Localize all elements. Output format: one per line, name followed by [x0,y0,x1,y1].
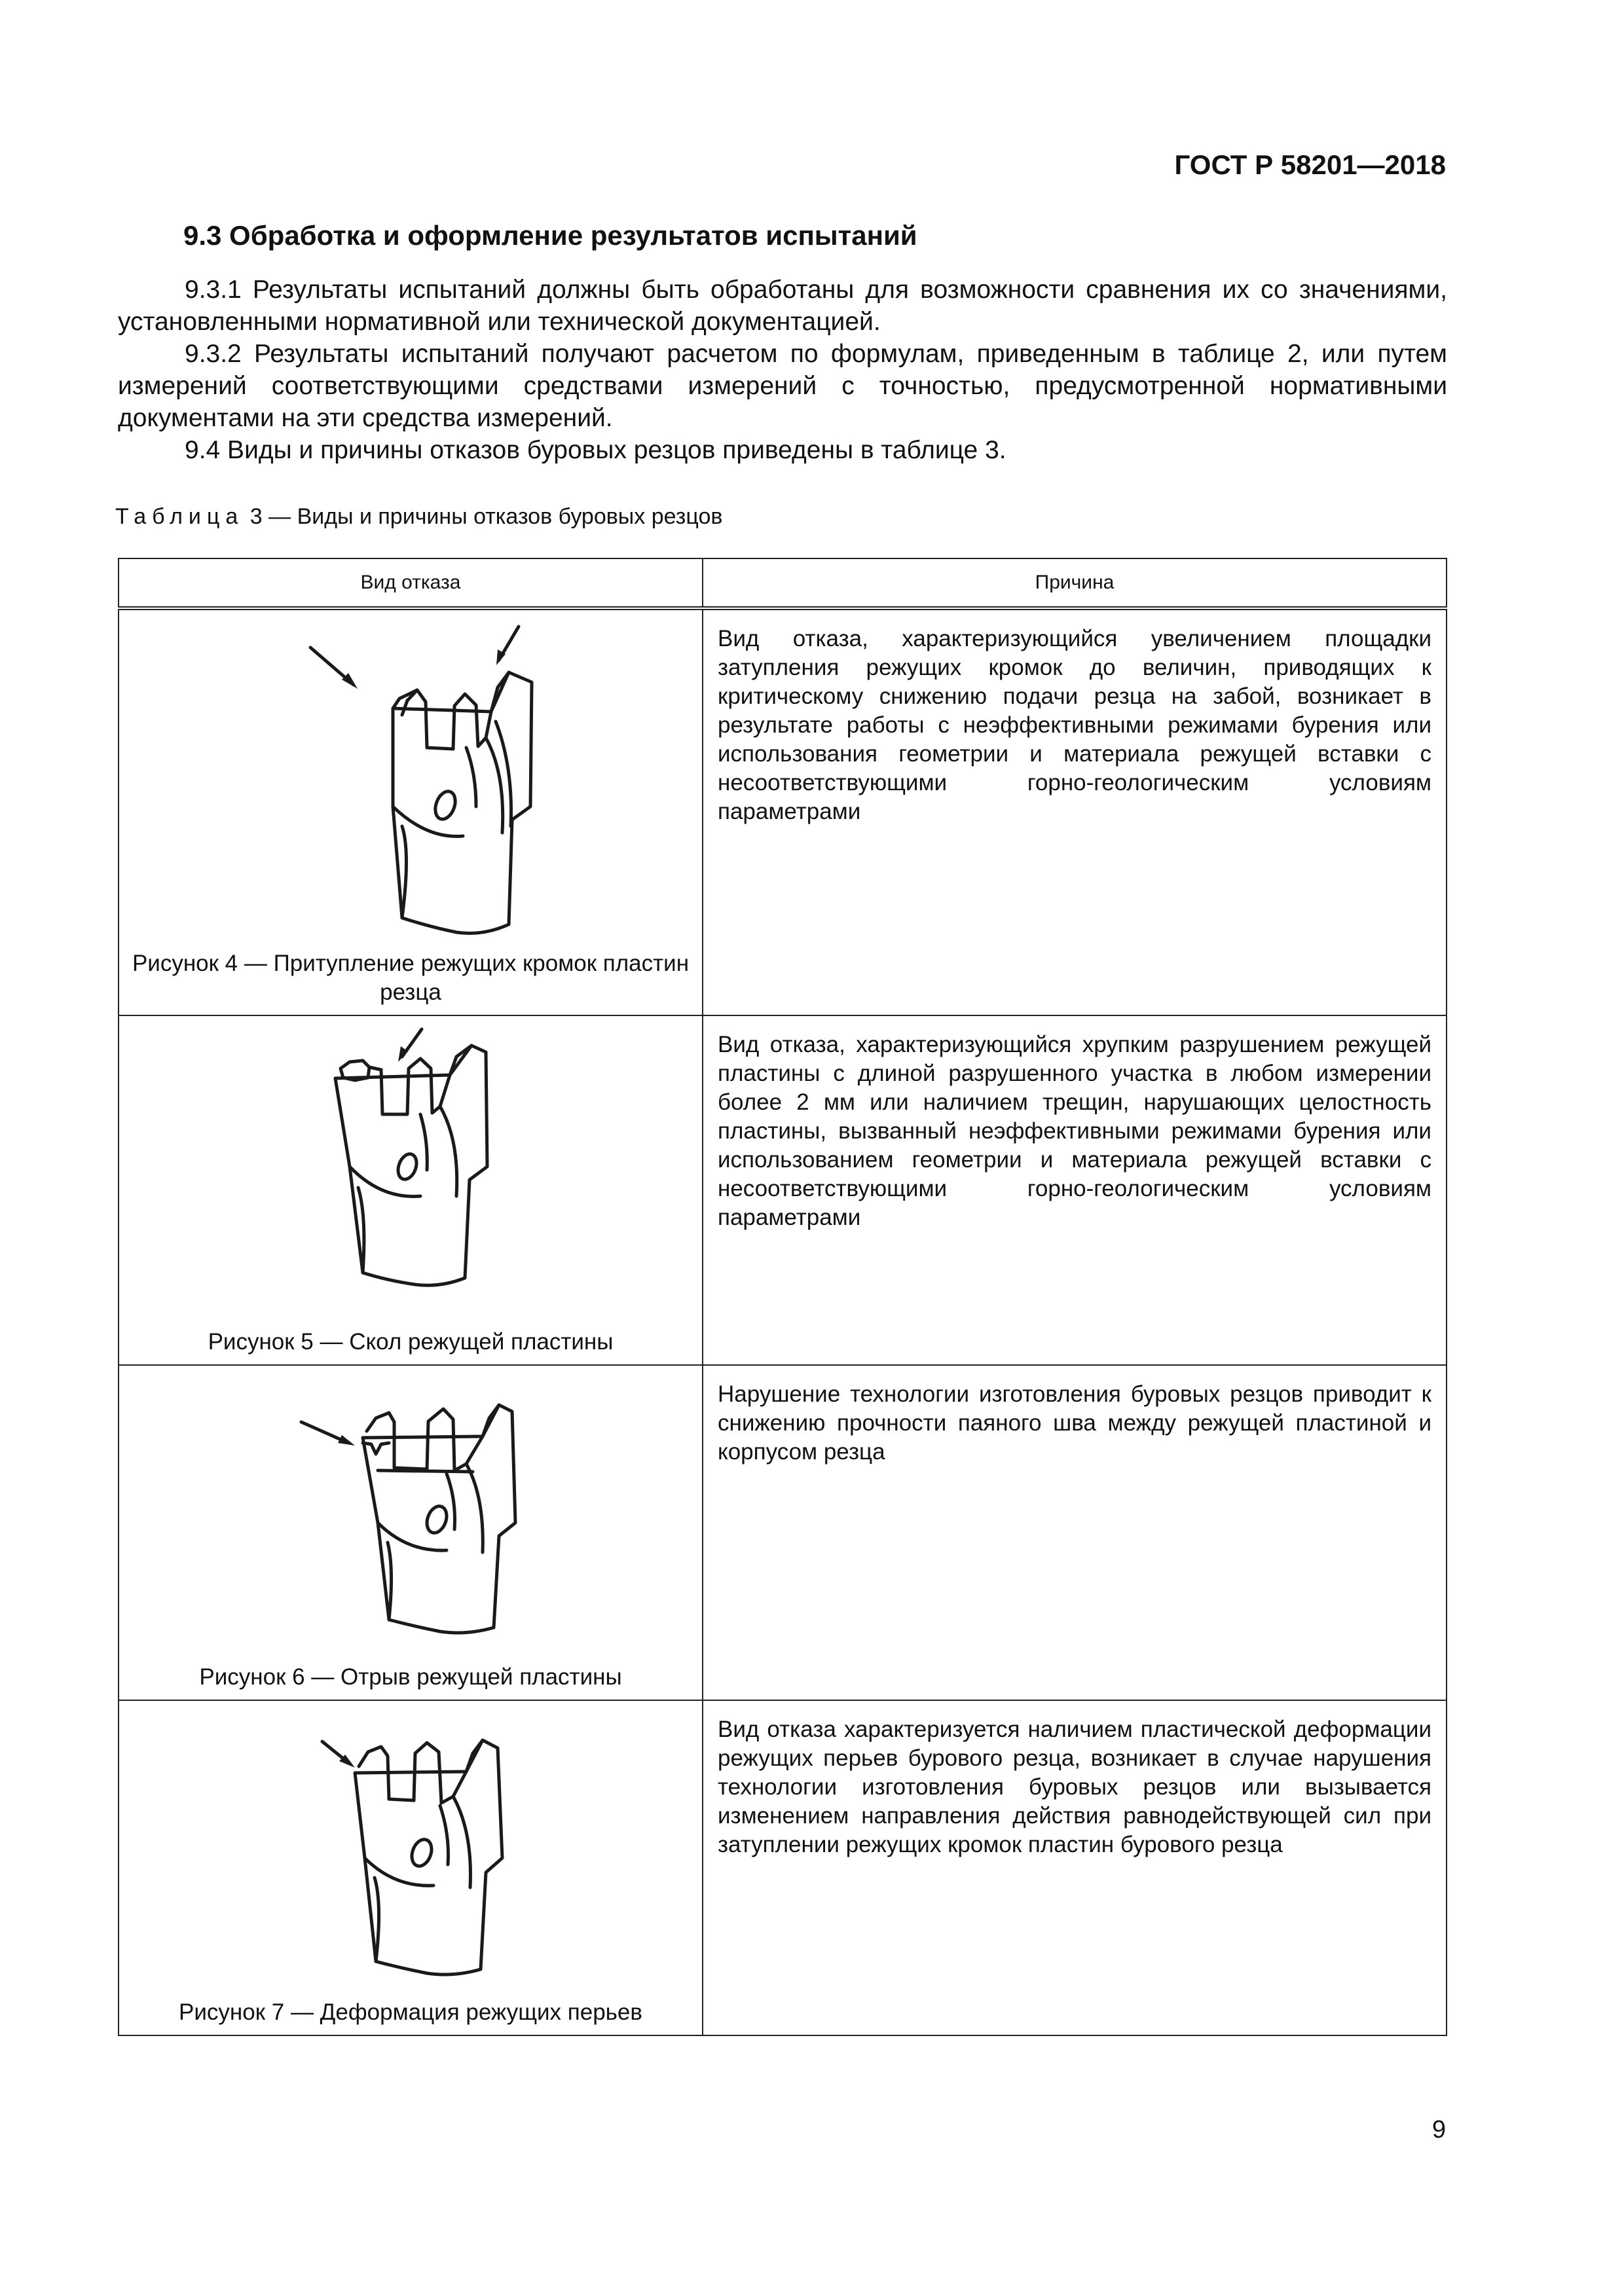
figure-caption: Рисунок 6 — Отрыв режущей пластины [199,1664,622,1690]
figure-caption: Рисунок 4 — Притупление режущих кромок пластин резца [132,951,690,1005]
figure-cell [119,1015,703,1365]
table-row [119,1365,1447,1700]
cause-text: Нарушение технологии изготовления буровых резцов приводит к снижению прочности паяного шва между режущей пластиной и корпусом резца [703,1365,1447,1700]
table-row [119,1700,1447,2035]
table-caption-label: Таблица [115,504,244,529]
figure-cell [119,1365,703,1700]
table-caption-text: 3 — Виды и причины отказов буровых резцов [249,504,723,529]
table-row [119,1015,1447,1365]
figure-caption: Рисунок 7 — Деформация режущих перьев [179,1999,642,2025]
column-header-cause: Причина [703,558,1447,608]
table-caption [115,504,722,530]
standard-header: ГОСТ Р 58201—2018 [1174,149,1446,180]
column-header-failure-type: Вид отказа [119,558,703,608]
figure-caption: Рисунок 5 — Скол режущей пластины [208,1329,614,1355]
paragraph-9-3-2: 9.3.2 Результаты испытаний получают расчетом по формулам, приведенным в таблице 2, или путем измерений соответствующими средствами измерений с точностью, предусмотренной нормативными документами на эти средства измерений. [118,340,1447,432]
body-text [118,274,1447,466]
drill-bit-deformed-wings-drawing [119,1701,702,2035]
drill-bit-chipped-plate-drawing [119,1016,702,1364]
section-heading: 9.3 Обработка и оформление результатов испытаний [183,220,917,251]
figure-cell [119,608,703,1015]
paragraph-9-3-1: 9.3.1 Результаты испытаний должны быть обработаны для возможности сравнения их со значениями, установленными нормативной или технической документацией. [118,276,1447,336]
paragraph-9-4: 9.4 Виды и причины отказов буровых резцов приведены в таблице 3. [185,436,1006,464]
cause-text: Вид отказа, характеризующийся увеличением площадки затупления режущих кромок до величин, приводящих к критическому снижению подачи резца на забой, возникает в результате работы с неэффективными режимами бурения или использования геометрии и материала режущей вставки с несоответствующими горно-геологическим условиям параметрами [703,608,1447,1015]
failures-table [118,558,1447,2036]
page-number: 9 [1431,2116,1446,2143]
cause-text: Вид отказа, характеризующийся хрупким разрушением режущей пластины с длиной разрушенного участка в любом измерении более 2 мм или наличием трещин, нарушающих целостность пластины, вызванный неэффективными режимами бурения или использованием геометрии и материала режущей вставки с несоответствующими горно-геологическим условиям параметрами [703,1015,1447,1365]
table-row [119,608,1447,1015]
table-header-row [119,558,1447,608]
drill-bit-detached-plate-drawing [119,1366,702,1700]
cause-text: Вид отказа характеризуется наличием пластической деформации режущих перьев бурового резца, возникает в случае нарушения технологии изготовления буровых резцов или вызывается изменением направления действия равнодействующей сил при затуплении режущих кромок пластин бурового резца [703,1700,1447,2035]
figure-cell [119,1700,703,2035]
